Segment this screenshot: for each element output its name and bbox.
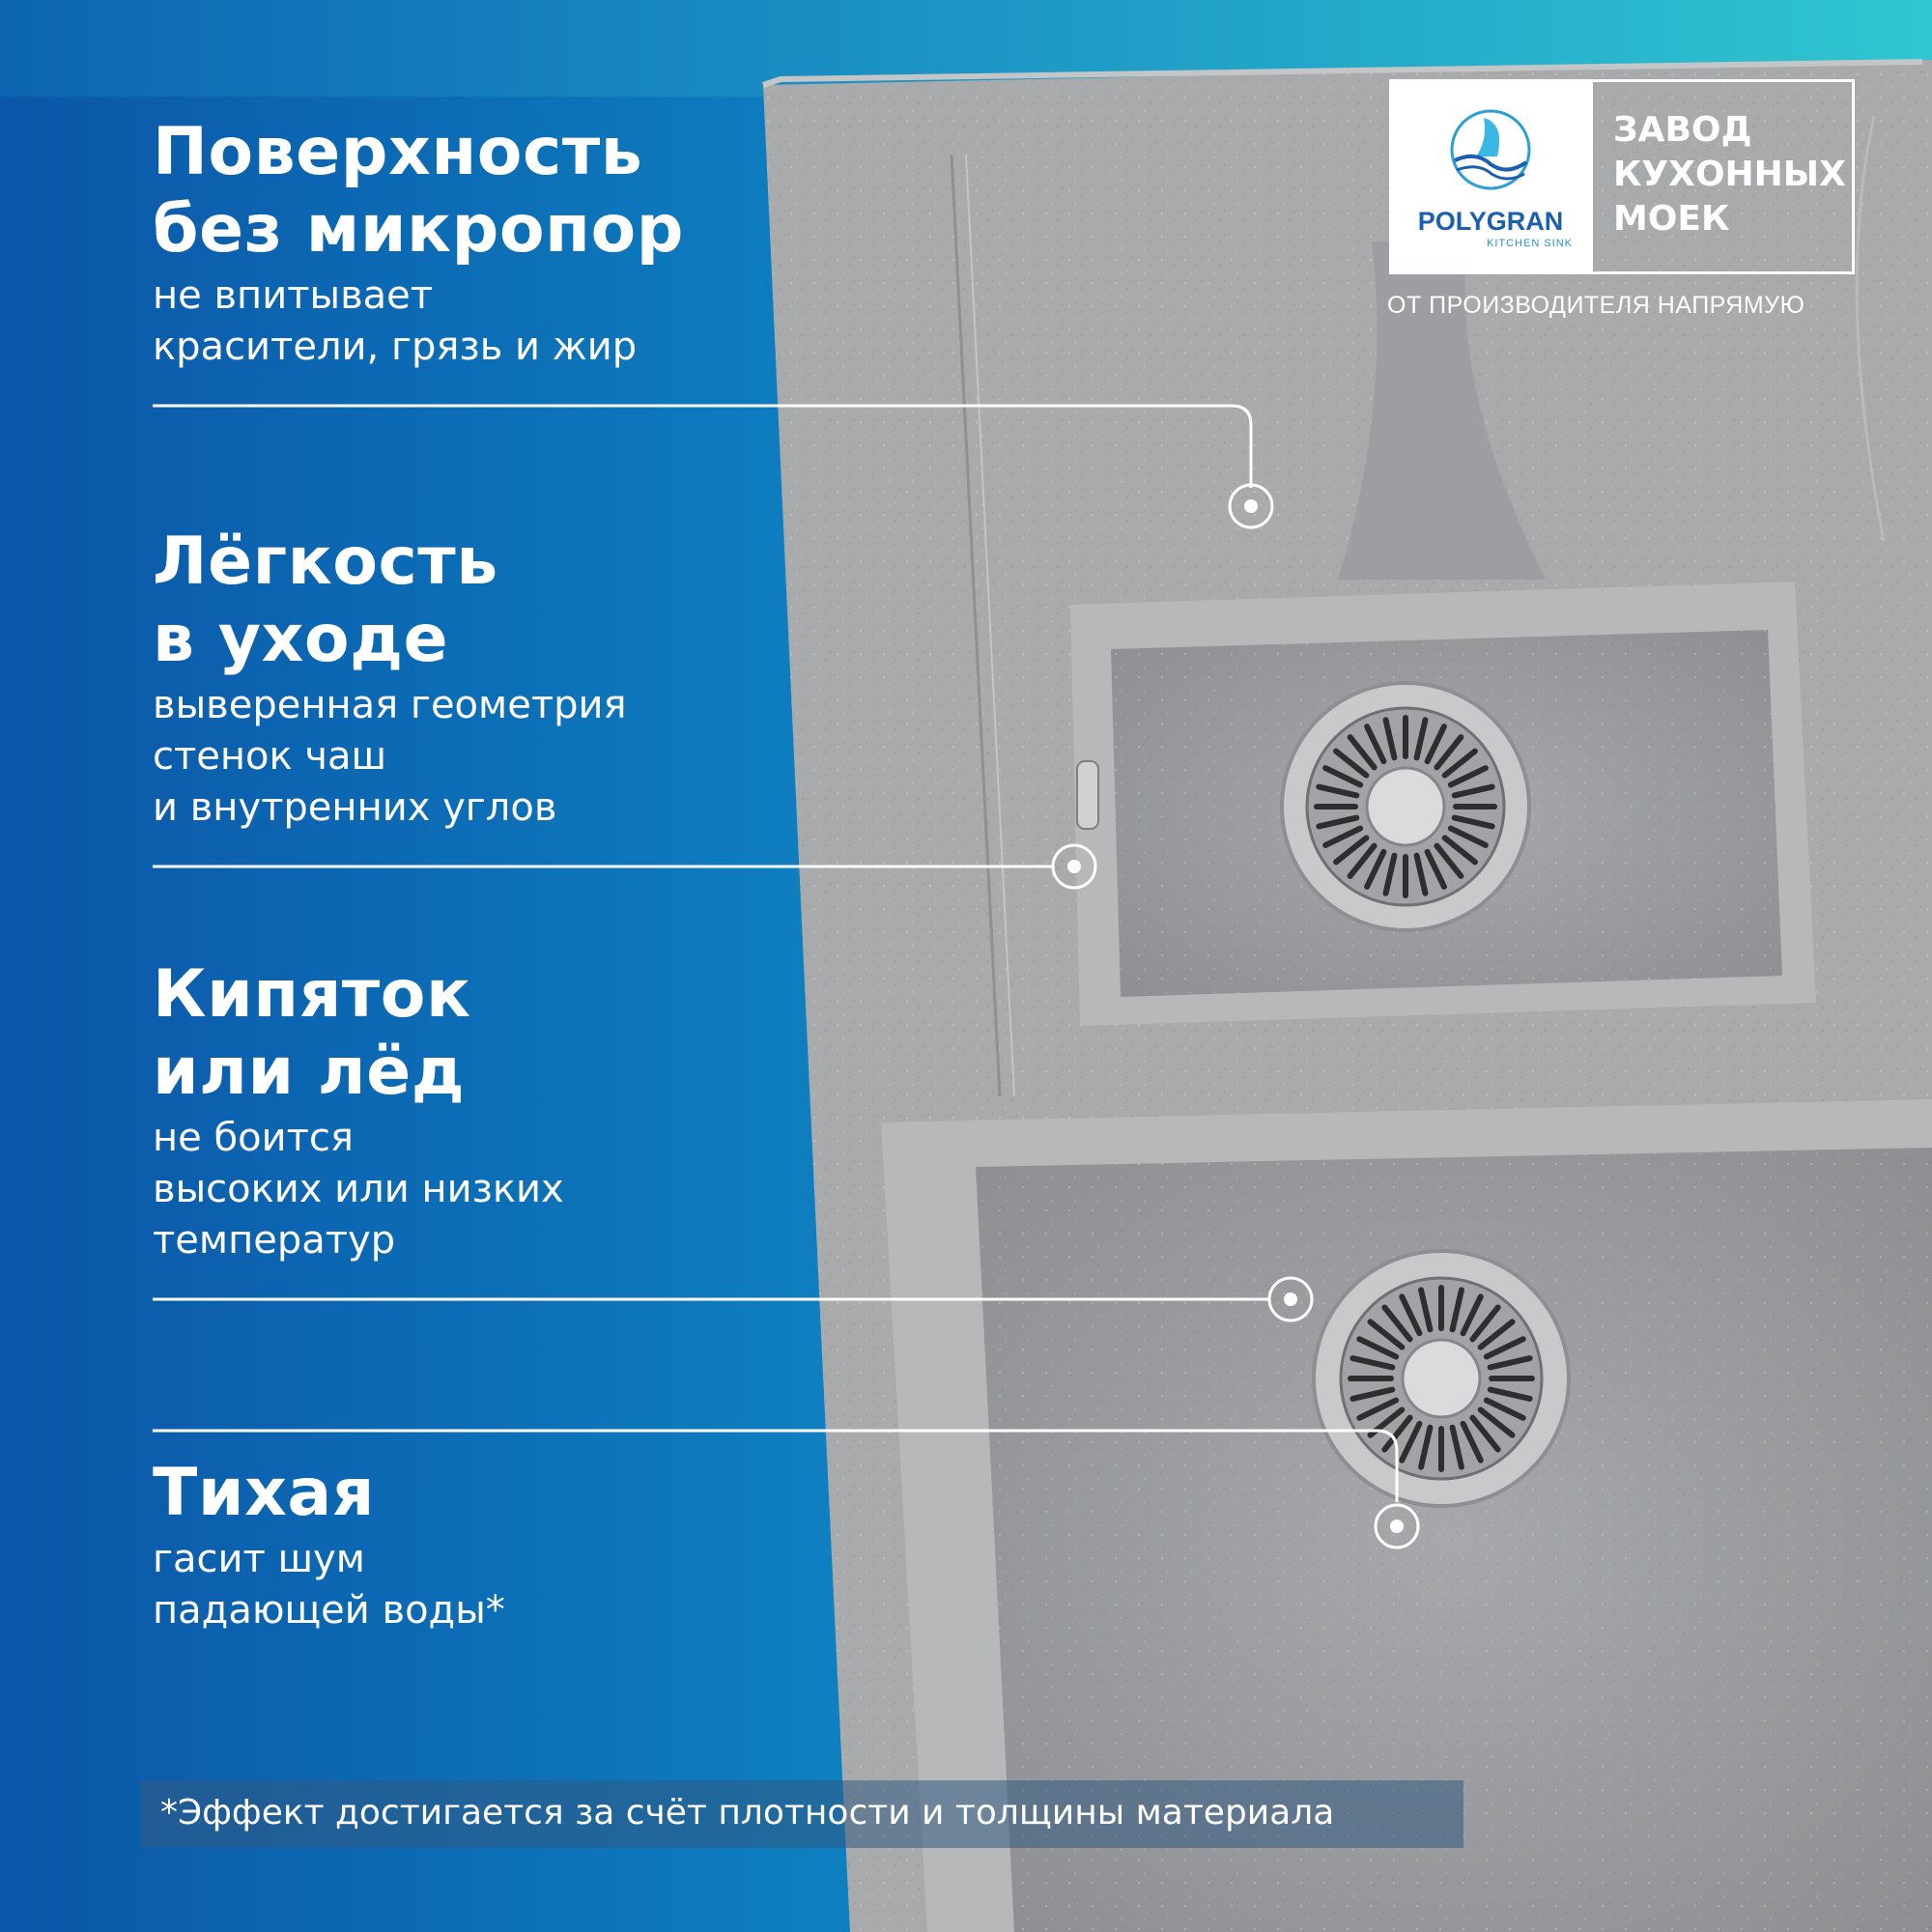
feature-description: выверенная геометрия стенок чаш и внутренних углов (153, 683, 627, 830)
polygran-logo-icon (1437, 97, 1544, 203)
feature-temperature (153, 956, 564, 1266)
feature-surface (153, 114, 684, 373)
brand-tagline: ОТ ПРОИЗВОДИТЕЛЯ НАПРЯМУЮ (1387, 292, 1805, 319)
feature-title: Поверхность без микропор (153, 114, 684, 268)
feature-quiet (153, 1455, 505, 1636)
feature-easy-care (153, 524, 627, 834)
brand-subtitle: KITCHEN SINK (1486, 238, 1573, 249)
drain-strainer-icon (1282, 683, 1529, 930)
feature-description: не боится высоких или низких температур (153, 1116, 564, 1263)
footnote-text: *Эффект достигается за счёт плотности и толщины материала (160, 1793, 1335, 1833)
overflow-icon (1077, 761, 1098, 829)
feature-title: Кипяток или лёд (153, 956, 471, 1110)
drain-strainer-icon (1314, 1251, 1569, 1506)
feature-description: гасит шум падающей воды* (153, 1537, 505, 1633)
feature-description: не впитывает красители, грязь и жир (153, 273, 638, 369)
feature-title: Тихая (153, 1455, 375, 1531)
brand-name: POLYGRAN (1417, 207, 1564, 236)
feature-title: Лёгкость в уходе (153, 524, 498, 677)
brand-slogan: ЗАВОД КУХОННЫХ МОЕК (1613, 110, 1846, 239)
